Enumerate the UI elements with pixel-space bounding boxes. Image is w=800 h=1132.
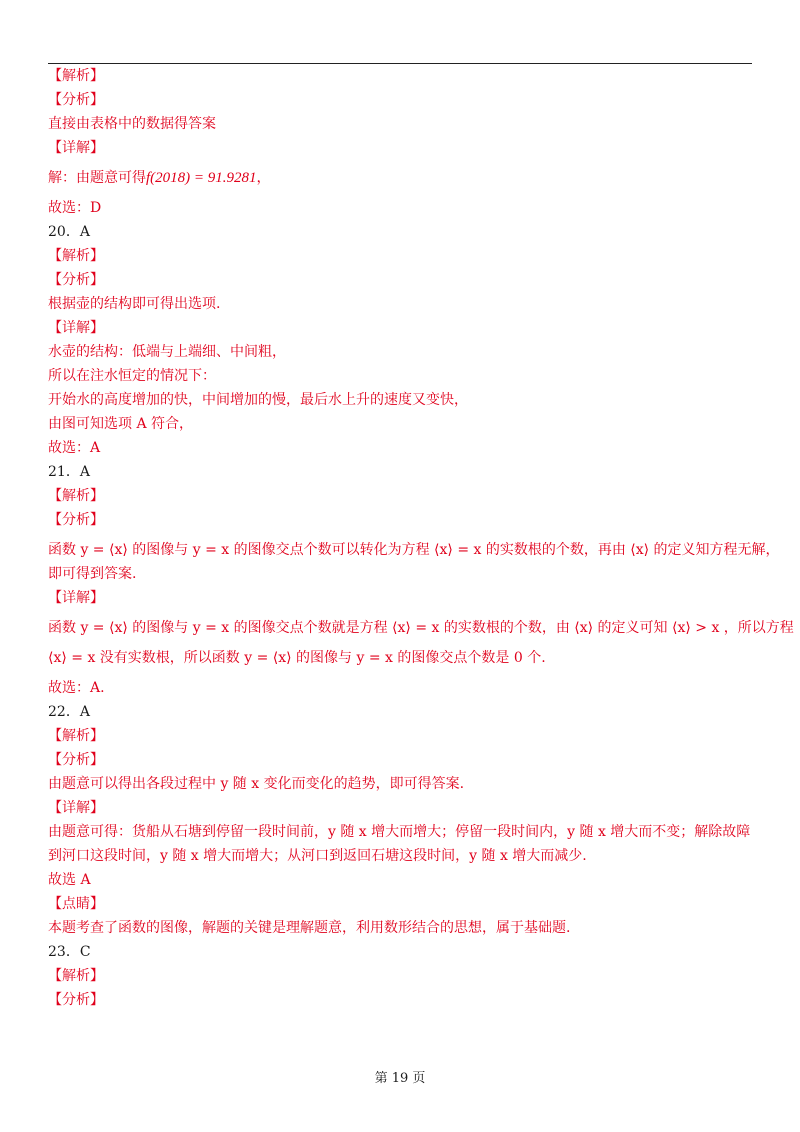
text-line [48,988,754,1012]
line-text: 本题考查了函数的图像，解题的关键是理解题意，利用数形结合的思想，属于基础题. [48,920,571,936]
text-line [48,748,754,772]
text-line [48,340,754,364]
text-line [48,136,754,160]
line-text: 【解析】 [48,968,104,984]
text-line [48,220,754,244]
line-text: 23．C [48,944,91,960]
line-text: 【解析】 [48,68,104,84]
text-line [48,484,754,508]
text-line [48,88,754,112]
line-text: 故选：A. [48,680,105,696]
line-text: 【详解】 [48,140,104,156]
line-text: 解：由题意可得 [48,170,146,186]
line-text: 【详解】 [48,320,104,336]
line-text: 水壶的结构：低端与上端细、中间粗， [48,344,286,360]
document-body [48,64,794,1012]
line-text: 故选：A [48,440,101,456]
line-text: 函数 y = ⟨x⟩ 的图像与 y = x 的图像交点个数就是方程 ⟨x⟩ = x 的实数根的个数，由 ⟨x⟩ 的定义可知 ⟨x⟩ > x ，所以方程 [48,620,794,636]
line-text: 由题意可以得出各段过程中 y 随 x 变化而变化的趋势，即可得答案. [48,776,465,792]
line-text: 【详解】 [48,800,104,816]
text-line [48,64,754,88]
text-line [48,364,754,388]
line-text: 22．A [48,704,90,720]
text-line [48,820,754,844]
text-line [48,868,754,892]
text-line [48,166,754,190]
line-text: 由图可知选项 A 符合， [48,416,194,432]
text-line [48,892,754,916]
line-text: 【分析】 [48,272,104,288]
line-text: 【详解】 [48,590,104,606]
text-line [48,916,754,940]
text-line [48,436,754,460]
page-number: 第 19 页 [374,1071,426,1086]
text-line [48,292,754,316]
text-line [48,676,754,700]
line-text: 开始水的高度增加的快，中间增加的慢，最后水上升的速度又变快， [48,392,468,408]
line-text: 即可得到答案. [48,566,137,582]
line-text: 【点睛】 [48,896,104,912]
line-text: 【解析】 [48,488,104,504]
line-text: 由题意可得：货船从石塘到停留一段时间前，y 随 x 增大而增大；停留一段时间内，y 随 x 增大而不变；解除故障 [48,824,751,840]
line-text: 所以在注水恒定的情况下： [48,368,216,384]
text-line [48,724,754,748]
line-text: 【解析】 [48,728,104,744]
text-line [48,412,754,436]
line-text: 根据壶的结构即可得出选项. [48,296,221,312]
line-text: 【分析】 [48,992,104,1008]
text-line [48,388,754,412]
text-line [48,796,754,820]
formula: f(2018) = 91.9281 [146,170,257,186]
text-line [48,772,754,796]
line-text: 【分析】 [48,512,104,528]
line-text: 20．A [48,224,90,240]
line-text: 【解析】 [48,248,104,264]
text-line [48,244,754,268]
text-line [48,562,754,586]
line-text: 到河口这段时间，y 随 x 增大而增大；从河口到返回石塘这段时间，y 随 x 增大而减少. [48,848,587,864]
text-line [48,268,754,292]
line-text: 函数 y = ⟨x⟩ 的图像与 y = x 的图像交点个数可以转化为方程 ⟨x⟩ = x 的实数根的个数，再由 ⟨x⟩ 的定义知方程无解， [48,542,780,558]
line-text: 21．A [48,464,90,480]
text-line [48,940,754,964]
line-text: 故选：D [48,200,102,216]
text-line [48,196,754,220]
text-line [48,586,754,610]
text-line [48,460,754,484]
text-line [48,700,754,724]
text-line [48,538,780,562]
line-text: ⟨x⟩ = x 没有实数根，所以函数 y = ⟨x⟩ 的图像与 y = x 的图像交点个数是 0 个. [48,650,546,666]
text-line [48,646,754,670]
line-text: 直接由表格中的数据得答案 [48,116,216,132]
text-line [48,616,794,640]
line-text: 故选 A [48,872,91,888]
text-line [48,844,754,868]
text-line [48,316,754,340]
text-line [48,112,754,136]
line-tail: ， [256,170,271,186]
text-line [48,964,754,988]
line-text: 【分析】 [48,752,104,768]
text-line [48,508,754,532]
line-text: 【分析】 [48,92,104,108]
